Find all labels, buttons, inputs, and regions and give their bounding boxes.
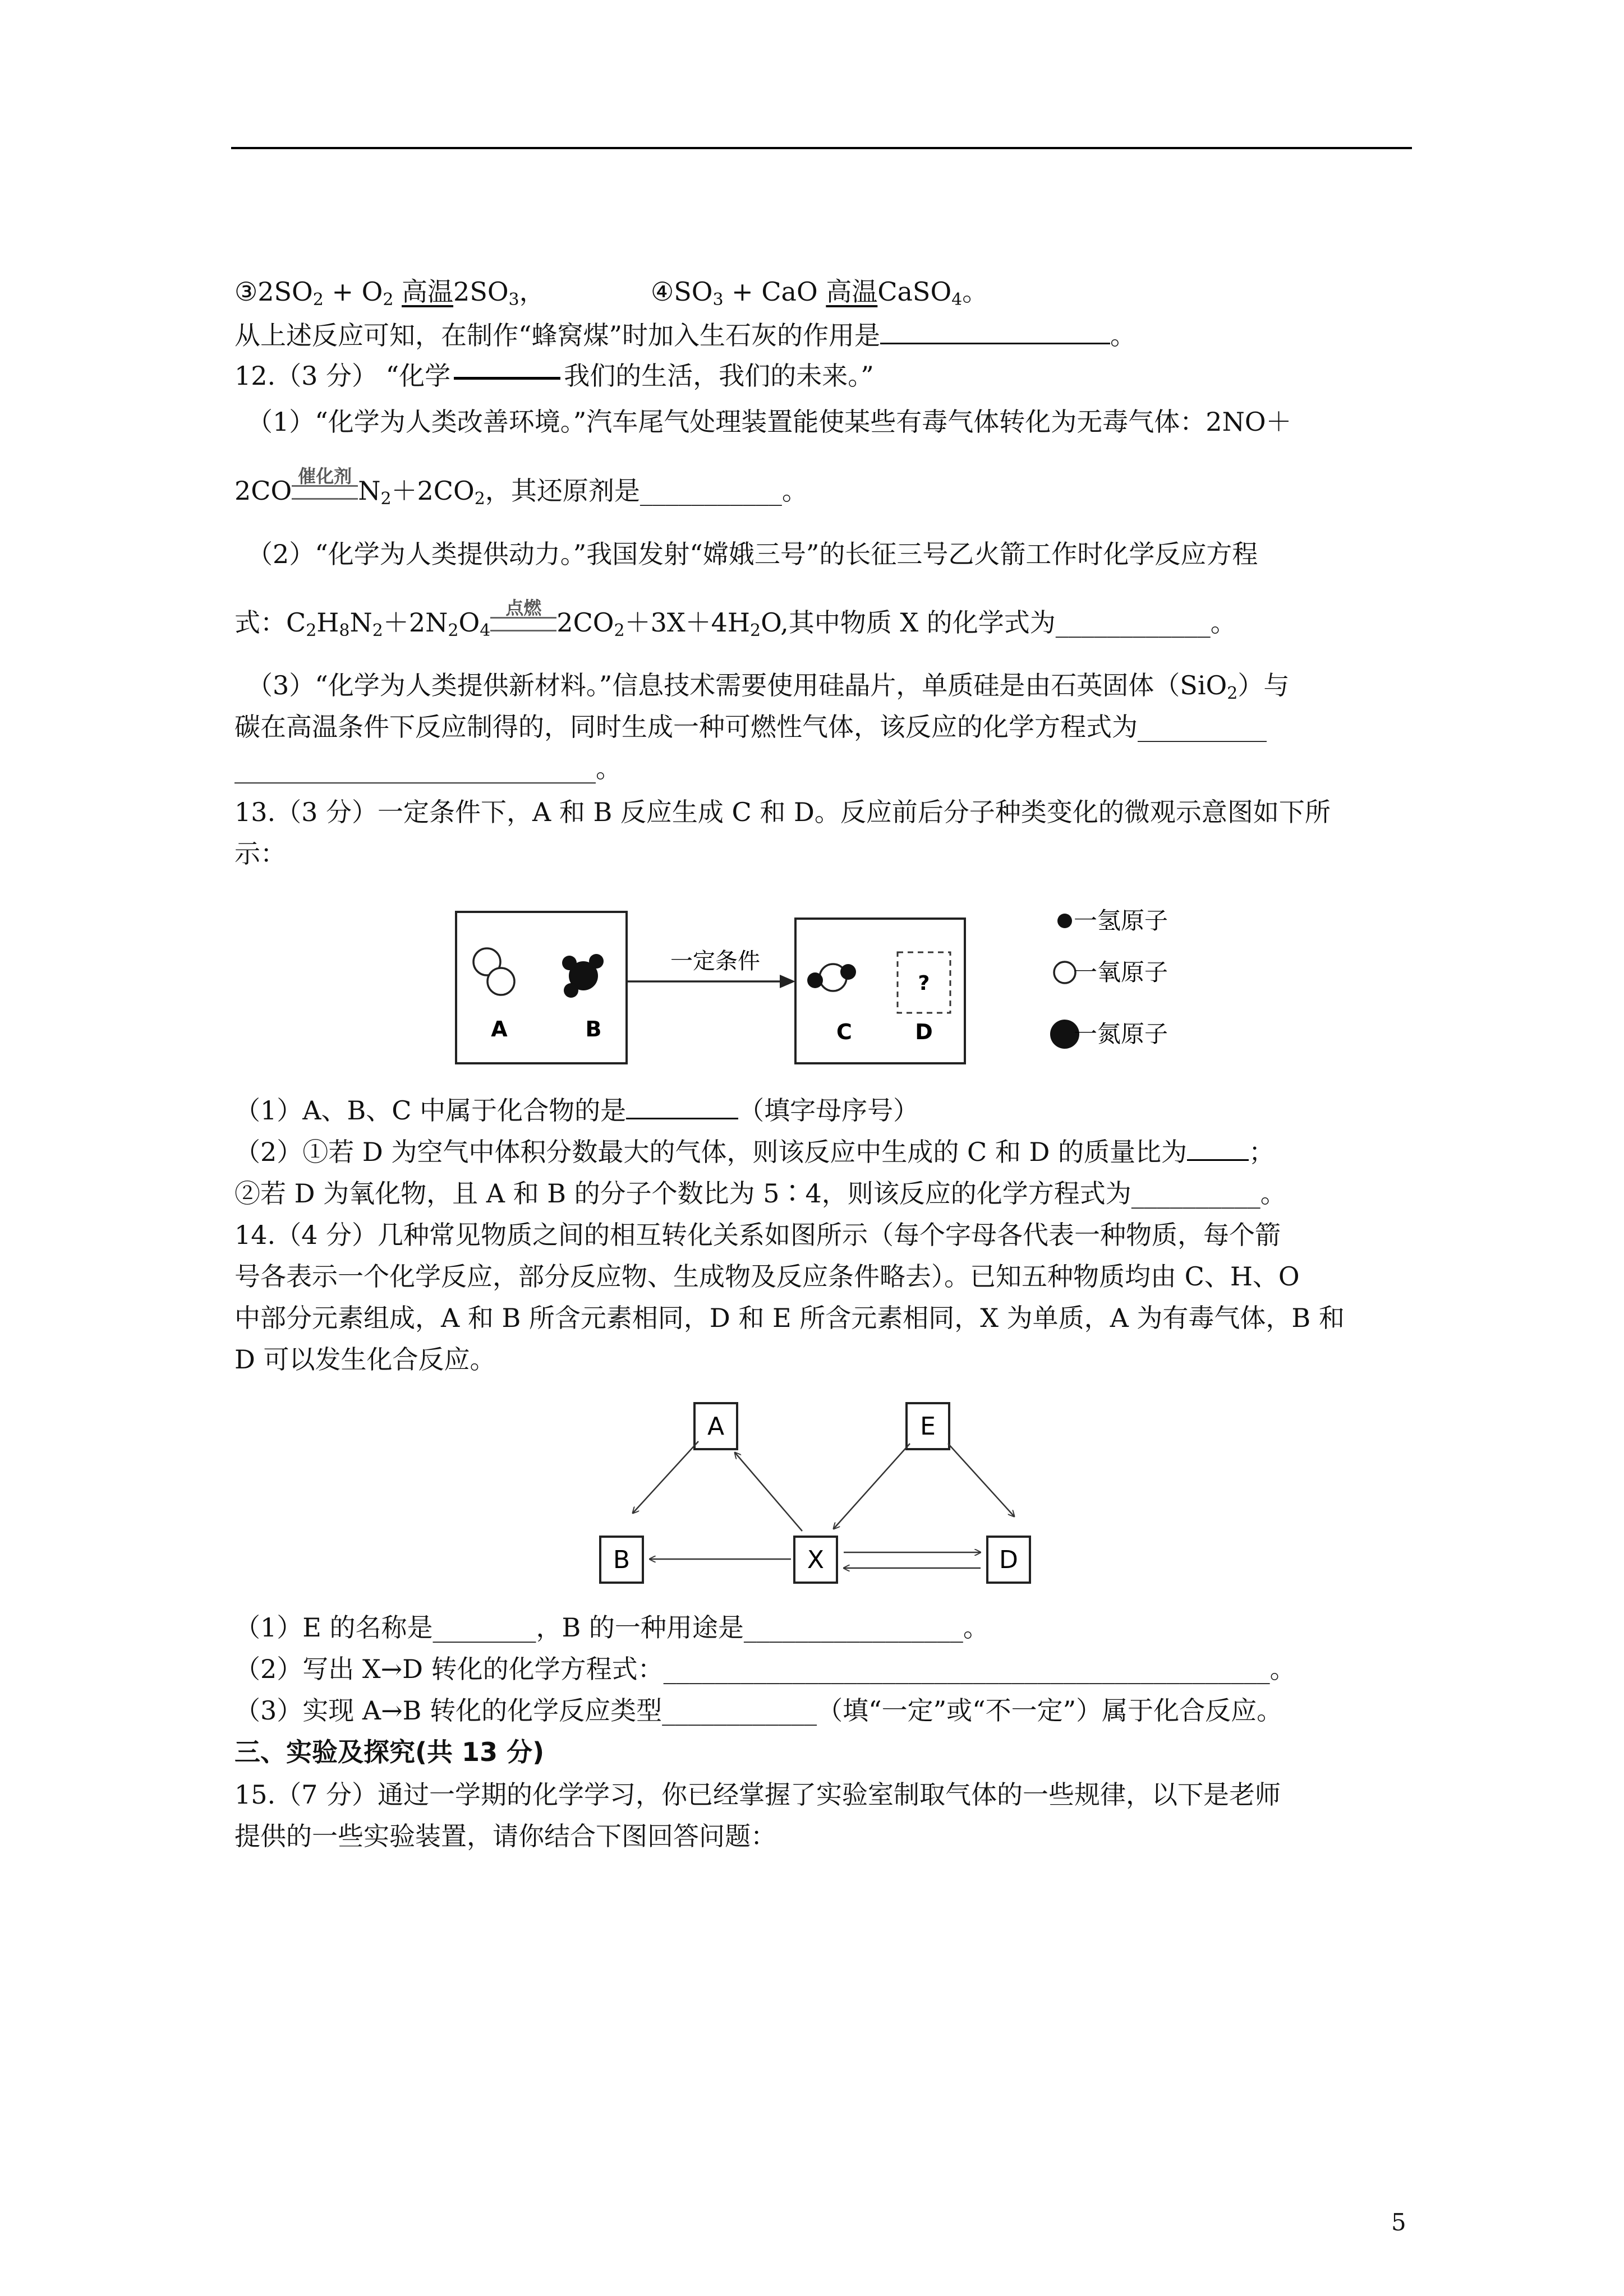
question-14-line-2: 号各表示一个化学反应，部分反应物、生成物及反应条件略去）。已知五种物质均由 C、H、O [234,1261,1300,1292]
question-12-part-1: （1）“化学为人类改善环境。”汽车尾气处理装置能使某些有毒气体转化为无毒气体：2NO＋ [247,407,1292,437]
question-13-part-2b: ②若 D 为氧化物，且 A 和 B 的分子个数比为 5∶4，则该反应的化学方程式为__________。 [234,1178,1286,1209]
oxygen-atom [487,968,514,995]
arrow-a-to-b [633,1441,698,1513]
svg-text:E: E [920,1412,936,1441]
question-14-title: 14.（4 分）几种常见物质之间的相互转化关系如图所示（每个字母各代表一种物质，每个箭 [234,1220,1281,1250]
hydrogen-atom [807,972,823,988]
header-rule [231,147,1412,149]
answer-blank[interactable] [880,320,1110,344]
svg-text:D: D [999,1546,1018,1574]
section-heading: 三、实验及探究(共 13 分) [234,1737,545,1767]
question-14-line-4: D 可以发生化合反应。 [234,1344,496,1375]
question-14-line-3: 中部分元素组成，A 和 B 所含元素相同，D 和 E 所含元素相同，X 为单质，A 为有毒气体，B 和 [234,1303,1345,1333]
question-12-equation-1: 2CO 催化剂 $N_2+2CO_2$，其还原剂是___________。 [234,465,808,509]
catalyst-arrow: 催化剂 [292,483,358,500]
arrow-e-to-x [834,1444,910,1529]
label-c: C [836,1020,852,1044]
question-15-line-2: 提供的一些实验装置，请你结合下图回答问题： [234,1821,776,1851]
condition-high-temp: 高温 [402,276,454,307]
question-12-equation-2: 式：$C_2H_8N_2+2N_2O_4$ 点燃 $2CO_2+3X+4H_2O$,其中物质 X 的化学式为____________。 [234,597,1236,640]
molecule-diagram [443,892,1229,1082]
question-12-title: 12.（3 分） “化学 我们的生活，我们的未来。” [234,361,874,391]
svg-text:X: X [807,1546,825,1574]
question-14-part-2: （2）写出 X→D 转化的化学方程式：_______________________________________________。 [234,1654,1296,1684]
question-13-title: 13.（3 分）一定条件下，A 和 B 反应生成 C 和 D。反应前后分子种类变化的微观示意图如下所 [234,797,1331,827]
question-12-part-2: （2）“化学为人类提供动力。”我国发射“嫦娥三号”的长征三号乙火箭工作时化学反应方程 [247,539,1258,569]
reaction-line-4: $④SO_3$ + CaO 高温CaSO$_4$。 [651,276,988,310]
question-12-part-3: （3）“化学为人类提供新材料。”信息技术需要使用硅晶片，单质硅是由石英固体（SiO$_2$）与 [247,670,1290,703]
ignite-arrow: 点燃 [490,615,556,631]
condition-high-temp-2: 高温 [826,276,878,307]
question-13-part-1: （1）A、B、C 中属于化合物的是 （填字母序号） [234,1095,919,1126]
legend-hydrogen-icon [1057,914,1072,928]
label-d: D [915,1020,933,1044]
page-number: 5 [1391,2209,1406,2236]
hydrogen-atom [840,964,856,980]
question-14-part-1: （1）E 的名称是________，B 的一种用途是_________________。 [234,1612,989,1643]
hydrogen-atom [589,954,604,969]
question-11-line: 从上述反应可知，在制作“蜂窝煤”时加入生石灰的作用是 。 [234,320,1137,351]
hydrogen-atom [562,956,577,970]
svg-text:B: B [613,1546,631,1574]
legend-hydrogen: 一氢原子 [1074,907,1168,934]
label-a: A [491,1017,508,1041]
arrow-e-to-d [948,1444,1014,1516]
arrow-x-to-a [735,1453,802,1531]
question-12-part-3-cont: 碳在高温条件下反应制得的，同时生成一种可燃性气体，该反应的化学方程式为__________ [234,712,1267,742]
question-12-part-3-blank: ____________________________。 [234,753,622,783]
question-13-part-2: （2）①若 D 为空气中体积分数最大的气体，则该反应中生成的 C 和 D 的质量比为 ； [234,1137,1275,1167]
condition-label: 一定条件 [670,948,760,974]
hydrogen-atom [564,983,578,998]
reaction-line-3-4: $③2SO_2 + O_2$ 高温$2SO_3$， [234,276,545,310]
dash-rule [454,377,560,380]
answer-blank[interactable] [1187,1137,1249,1161]
legend-nitrogen: 一氮原子 [1074,1020,1168,1048]
answer-blank[interactable] [626,1095,738,1119]
unknown-mark: ? [918,972,930,995]
question-14-part-3: （3）实现 A→B 转化的化学反应类型____________（填“一定”或“不一定”）属于化合反应。 [234,1695,1283,1726]
conversion-diagram [572,1391,1077,1598]
question-15-title: 15.（7 分）通过一学期的化学学习，你已经掌握了实验室制取气体的一些规律，以下是老师 [234,1779,1281,1810]
svg-text:A: A [707,1412,725,1441]
label-b: B [585,1017,602,1041]
legend-oxygen: 一氧原子 [1074,958,1168,986]
product-box [795,919,965,1063]
question-13-title-cont: 示： [234,838,286,869]
legend-oxygen-icon [1054,962,1075,983]
